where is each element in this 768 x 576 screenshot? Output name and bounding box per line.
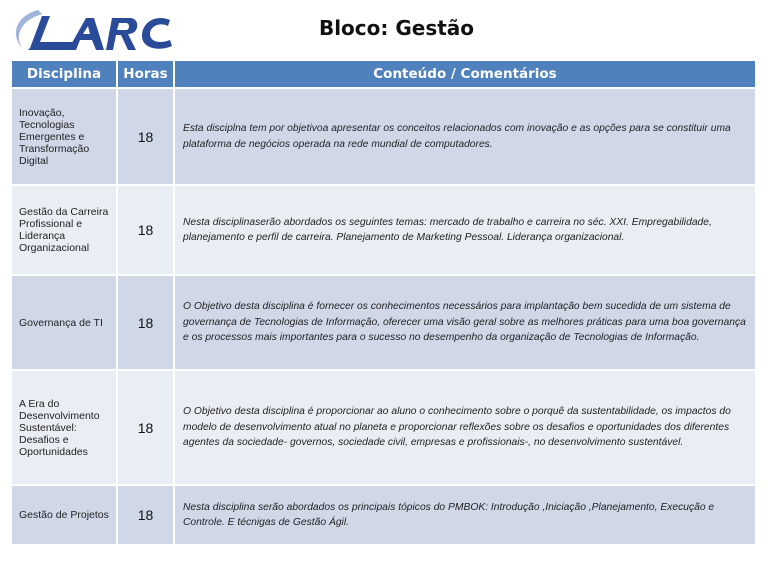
cell-conteudo: Nesta disciplinaserão abordados os seguintes temas: mercado de trabalho e carreira no séc. XXI. Empregabilidade, planejamento e perfil de carreira. Planejamento de Marketing Pessoal. Liderança organizacional.: [174, 185, 755, 275]
header-conteudo: Conteúdo / Comentários: [174, 61, 755, 88]
cell-conteudo: O Objetivo desta disciplina é proporcionar ao aluno o conhecimento sobre o porquê da sustentabilidade, os impactos do modelo de desenvolvimento atual no planeta e proporcionar reflexões sobre os desafios e oportunidades dos diferentes agentes da sociedade- governos, sociedade civil, empresas e profissionais-, no desenvolvimento sustentável.: [174, 370, 755, 485]
cell-horas: 18: [117, 485, 174, 545]
cell-horas: 18: [117, 370, 174, 485]
cell-disciplina: A Era do Desenvolvimento Sustentável: Desafios e Oportunidades: [12, 370, 117, 485]
cell-disciplina: Gestão da Carreira Profissional e Liderança Organizacional: [12, 185, 117, 275]
cell-conteudo: Nesta disciplina serão abordados os principais tópicos do PMBOK: Introdução ,Iniciação ,Planejamento, Execução e Controle. E técnigas de Gestão Ágil.: [174, 485, 755, 545]
disciplines-table: [12, 61, 755, 546]
table-row: [12, 88, 755, 185]
table-row: [12, 485, 755, 545]
table-header-row: [12, 61, 755, 88]
cell-conteudo: O Objetivo desta disciplina é fornecer os conhecimentos necessários para implantação bem sucedida de um sistema de governança de Tecnologias de Informação, oferecer uma visão geral sobre as melhores práticas para uma boa governança e os processos mais importantes para o sucesso no desempenho da organização de Tecnologias de Informação.: [174, 275, 755, 370]
header-horas: Horas: [117, 61, 174, 88]
cell-conteudo: Esta disciplna tem por objetivoa apresentar os conceitos relacionados com inovação e as opções para se constituir uma plataforma de negócios operada na rede mundial de computadores.: [174, 88, 755, 185]
table-row: [12, 370, 755, 485]
cell-disciplina: Gestão de Projetos: [12, 485, 117, 545]
header-disciplina: Disciplina: [12, 61, 117, 88]
cell-horas: 18: [117, 275, 174, 370]
cell-horas: 18: [117, 88, 174, 185]
cell-disciplina: Inovação, Tecnologias Emergentes e Transformação Digital: [12, 88, 117, 185]
cell-disciplina: Governança de TI: [12, 275, 117, 370]
table-row: [12, 275, 755, 370]
table-row: [12, 185, 755, 275]
page-title: Bloco: Gestão: [318, 16, 475, 40]
cell-horas: 18: [117, 185, 174, 275]
